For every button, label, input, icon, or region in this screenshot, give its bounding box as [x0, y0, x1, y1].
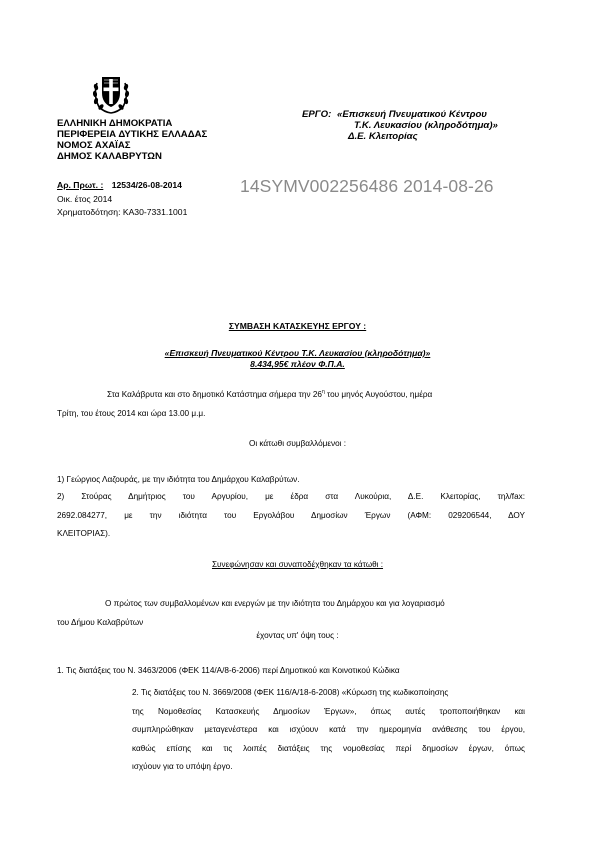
- legal-item-2-line-2: της Νομοθεσίας Κατασκευής Δημοσίων Έργων», όπως αυτές τροποποιήθηκαν και: [132, 706, 525, 716]
- legal-item-2-line-5: ισχύουν για το υπόψη έργο.: [132, 762, 233, 771]
- legal-item-2-line-4: καθώς επίσης και τις λοιπές διατάξεις της νομοθεσίας περί δημοσίων έργων, όπως: [132, 743, 525, 753]
- intro-line-1: [57, 386, 525, 405]
- considering-heading: έχοντας υπ' όψη τους :: [256, 631, 339, 640]
- party-2-line-1: 2) Στούρας Δημήτριος του Αργυρίου, με έδρα στα Λυκούρια, Δ.Ε. Κλειτορίας, τηλ/fax:: [57, 492, 525, 501]
- intro-superscript: η: [321, 389, 325, 395]
- project-line-1: «Επισκευή Πνευματικού Κέντρου: [336, 109, 487, 120]
- legal-item-2-line-1: 2. Τις διατάξεις του Ν. 3669/2008 (ΦΕΚ 116/Α/18-6-2008) «Κύρωση της κωδικοποίησης: [132, 688, 449, 697]
- protocol-value: 12534/26-08-2014: [111, 180, 182, 190]
- legal-item-2: [132, 684, 525, 777]
- contract-amount: 8.434,95€ πλέον Φ.Π.Α.: [250, 359, 345, 369]
- coat-of-arms-emblem: [91, 71, 131, 114]
- project-line-3: Δ.Ε. Κλειτορίας: [348, 131, 418, 142]
- first-party-line-1: Ο πρώτος των συμβαλλομένων και ενεργών με την ιδιότητα του Δημάρχου και για λογαριασμό: [105, 599, 445, 608]
- authority-line-country: ΕΛΛΗΝΙΚΗ ΔΗΜΟΚΡΑΤΙΑ: [57, 118, 173, 129]
- parties-heading: Οι κάτωθι συμβαλλόμενοι :: [248, 439, 347, 448]
- authority-line-municipality: ΔΗΜΟΣ ΚΑΛΑΒΡΥΤΩΝ: [57, 151, 162, 162]
- protocol-label: Αρ. Πρωτ. :: [57, 180, 104, 190]
- ada-identifier: 14SYMV002256486 2014-08-26: [240, 176, 494, 196]
- intro-text-a: Στα Καλάβρυτα και στο δημοτικό Κατάστημα σήμερα την 26: [107, 390, 322, 399]
- funding-code: Χρηματοδότηση: ΚΑ30-7331.1001: [57, 207, 188, 217]
- authority-line-prefecture: ΝΟΜΟΣ ΑΧΑΪΑΣ: [57, 140, 131, 151]
- protocol-line: [57, 180, 182, 191]
- party-2: [57, 488, 525, 544]
- fiscal-year: Οικ. έτος 2014: [57, 194, 113, 204]
- party-2-line-3: ΚΛΕΙΤΟΡΙΑΣ).: [57, 529, 111, 538]
- project-label: ΕΡΓΟ:: [302, 109, 332, 120]
- authority-block: [57, 118, 267, 162]
- intro-line-2: Τρίτη, του έτους 2014 και ώρα 13.00 μ.μ.: [57, 408, 206, 418]
- project-block: [302, 109, 542, 142]
- party-1: 1) Γεώργιος Λαζουράς, με την ιδιότητα του Δημάρχου Καλαβρύτων.: [57, 475, 300, 484]
- authority-line-region: ΠΕΡΙΦΕΡΕΙΑ ΔΥΤΙΚΗΣ ΕΛΛΑΔΑΣ: [57, 129, 208, 140]
- agreed-heading: Συνεφώνησαν και συναποδέχθηκαν τα κάτωθι :: [211, 560, 384, 569]
- legal-item-2-line-3: συμπληρώθηκαν μεταγενέστερα και ισχύουν κατά την ημερομηνία ανάθεσης του έργου,: [132, 725, 525, 734]
- contract-project-title: «Επισκευή Πνευματικού Κέντρου Τ.Κ. Λευκασίου (κληροδότημα)»: [164, 348, 431, 358]
- intro-paragraph: [57, 386, 525, 423]
- party-2-line-2: 2692.084277, με την ιδιότητα του Εργολάβου Δημοσίων Έργων (ΑΦΜ: 029206544, ΔΟΥ: [57, 510, 525, 520]
- first-party-line-2: του Δήμου Καλαβρύτων: [57, 617, 144, 627]
- legal-item-1: 1. Τις διατάξεις του Ν. 3463/2006 (ΦΕΚ 114/Α/8-6-2006) περί Δημοτικού και Κοινοτικού Κώδικα: [57, 666, 400, 675]
- intro-text-b: του μηνός Αυγούστου, ημέρα: [324, 390, 433, 399]
- contract-title: ΣΥΜΒΑΣΗ ΚΑΤΑΣΚΕΥΗΣ ΕΡΓΟΥ :: [228, 321, 367, 331]
- project-line-2: Τ.Κ. Λευκασίου (κληροδότημα)»: [354, 120, 498, 131]
